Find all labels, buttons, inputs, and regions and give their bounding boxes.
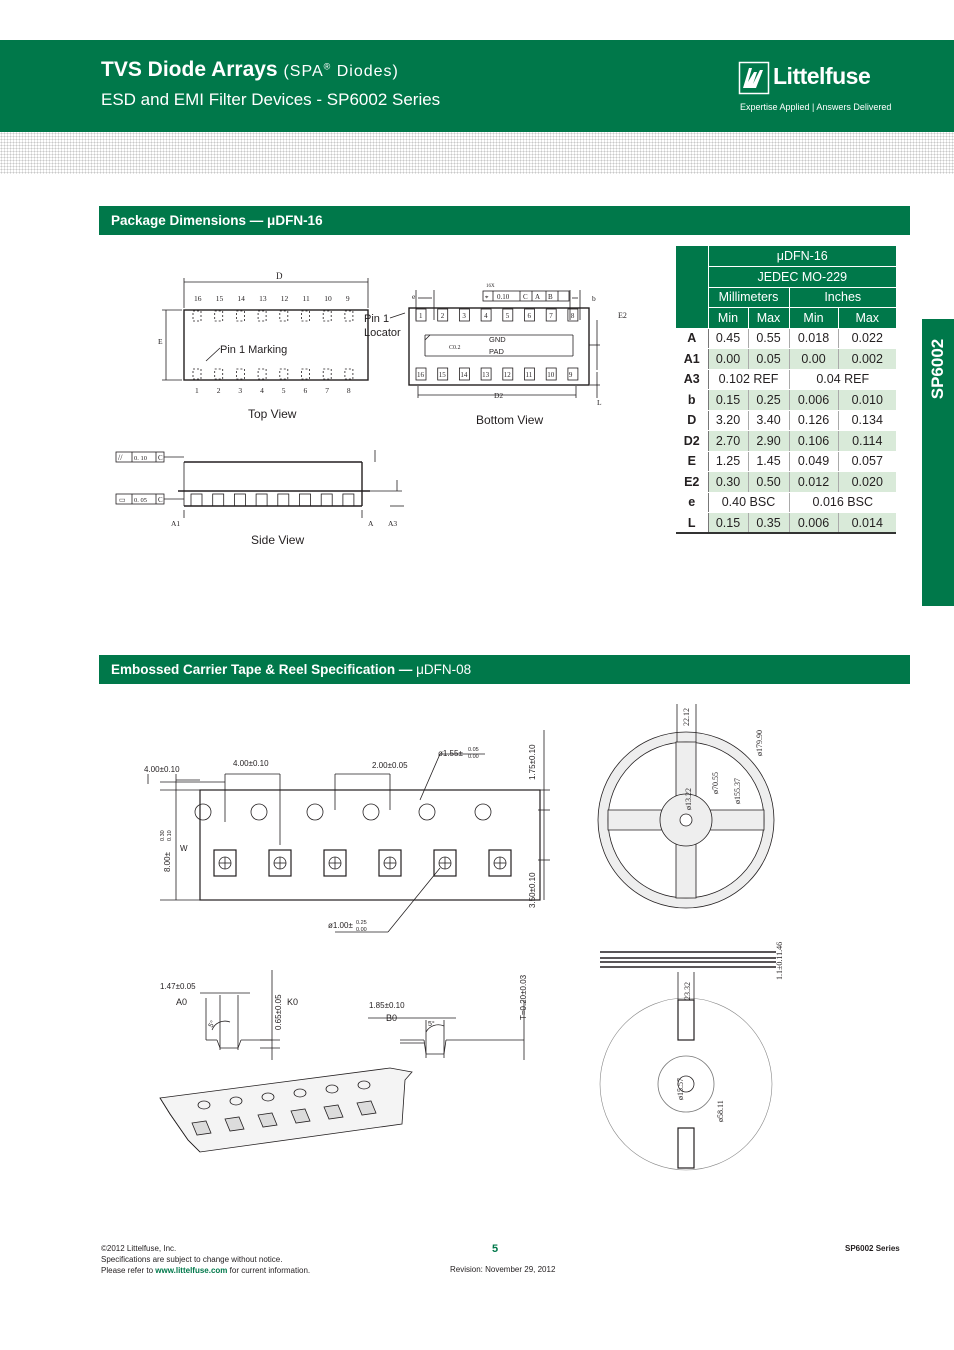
title-sub-suffix: Diodes) [331,63,399,80]
top-pin-number: 6 [303,386,308,395]
reel-outer-dia: ø179.90 [755,730,764,756]
tape-angle-b0: 5° [428,1021,435,1028]
table-row [676,472,896,493]
top-pin-number: 8 [346,386,351,395]
table-cell: 0.018 [789,328,838,349]
tape-e1-label: 1.75±0.10 [528,744,537,780]
table-cell: 0.010 [838,390,896,411]
table-cell: 0.05 [748,349,789,370]
table-cell: 0.15 [708,513,748,534]
reel-slot2-width: 23.32 [683,982,692,1000]
bottom-pin-number: 16 [417,371,424,379]
top-pin-number: 15 [215,294,224,303]
footer-revision: Revision: November 29, 2012 [450,1265,556,1274]
tape-p2-label: 2.00±0.05 [372,761,408,770]
table-cell: 0.00 [708,349,748,370]
col-in-min: Min [789,308,838,329]
top-pad [280,311,288,321]
doc-title [101,58,399,82]
top-pad [193,369,201,379]
top-pad [215,369,223,379]
table-cell: 1.25 [708,451,748,472]
position-icon: ⌖ [485,295,489,301]
side-pad [191,494,202,506]
table-cell: 0.022 [838,328,896,349]
sprocket-hole [363,804,379,820]
tape-d0-tol-lo: 0.00 [468,754,479,760]
top-pad [258,369,266,379]
top-pad [302,369,310,379]
table-cell: 0.006 [789,390,838,411]
tape-b0-label: B0 [386,1013,398,1023]
page-header [0,40,954,132]
table-cell: 0.126 [789,410,838,431]
series-side-tab [922,319,954,606]
table-cell: 0.50 [748,472,789,493]
col-mm-max: Max [748,308,789,329]
dim-a-label: A [368,519,374,528]
top-pad [345,311,353,321]
logo-word: Littelfuse [773,63,871,89]
reel-back-hub: ø58.11 [716,1100,725,1122]
top-pad [236,369,244,379]
table-cell: 0.020 [838,472,896,493]
table-cell: 3.20 [708,410,748,431]
section-title: Package Dimensions — μDFN-16 [111,213,323,228]
table-cell: 2.70 [708,431,748,452]
row-symbol: A1 [676,349,708,370]
footer-website-link[interactable]: www.littelfuse.com [155,1266,228,1275]
bottom-pin-number: 15 [438,371,446,379]
registered-mark: ® [323,61,332,72]
top-pad [236,311,244,321]
table-cell: 0.106 [789,431,838,452]
footer-refer-pre: Please refer to [101,1266,156,1275]
top-pin-number: 7 [325,386,329,395]
dim-e-pitch: e [412,292,416,301]
bottom-pin-number: 8 [570,312,575,320]
bottom-pin-number: 1 [419,312,423,320]
bottom-pin-number: 6 [527,312,531,320]
footer-notice: Specifications are subject to change without notice. [101,1255,283,1264]
reel-inner-dia: ø155.37 [733,778,742,804]
title-main: TVS Diode Arrays [101,58,278,81]
section-title-bold: Embossed Carrier Tape & Reel Specification — [111,662,413,677]
unit-in-header: Inches [789,287,896,308]
table-cell: 3.40 [748,410,789,431]
tape-angle-a0: 5° [207,1019,218,1029]
table-cell: 0.55 [748,328,789,349]
datum-c-side: C [158,454,163,462]
side-pad [321,494,332,506]
bottom-pin-number: 12 [503,371,511,379]
table-cell: 0.012 [789,472,838,493]
side-pad [256,494,267,506]
page-number: 5 [492,1243,499,1255]
footer-left [101,1243,310,1276]
tape-w-value: 8.00± [163,852,172,872]
bottom-view [390,290,600,398]
reel-drawings [590,700,800,1190]
tape-k0-value: 0.65±0.05 [274,994,283,1030]
table-cell: 0.049 [789,451,838,472]
table-cell: 0.102 REF [708,369,789,390]
top-pin-number: 3 [238,386,243,395]
table-row [676,349,896,370]
row-symbol: E2 [676,472,708,493]
tape-a0-label: A0 [176,997,188,1007]
tape-isometric [160,1068,412,1152]
top-pad [302,311,310,321]
footer-refer-post: for current information. [227,1266,311,1275]
tape-d1-label: ø1.00± [328,921,353,930]
a0-detail [200,970,280,1060]
logo-tagline: Expertise Applied | Answers Delivered [740,102,892,112]
table-row [676,492,896,513]
table-cell: 0.016 BSC [789,492,896,513]
dim-e-label: E [158,337,163,346]
row-symbol: A [676,328,708,349]
footer-series: SP6002 Series [845,1244,900,1253]
sprocket-hole [307,804,323,820]
reel-slot-width: 22.12 [682,708,691,726]
littelfuse-logo [739,62,909,114]
bottom-pin-number: 2 [440,312,445,320]
tape-w-tol-hi: 0.30 [160,830,166,841]
tol-bottom: 0.10 [497,293,510,301]
sprocket-hole [475,804,491,820]
dimension-table [676,246,896,534]
tape-f-label: 3.50±0.10 [528,872,537,908]
reel-hub-dia: ø70.55 [711,772,720,794]
gnd-pad-label-2: PAD [489,347,504,356]
table-row [676,410,896,431]
table-row [676,513,896,534]
table-cell: 0.002 [838,349,896,370]
top-pad [258,311,266,321]
table-cell: 1.45 [748,451,789,472]
top-pin-number: 2 [216,386,221,395]
sprocket-hole [251,804,267,820]
footer-copyright: ©2012 Littelfuse, Inc. [101,1244,177,1253]
bottom-pin-number: 5 [505,312,510,320]
top-pad [345,369,353,379]
top-pin-number: 4 [260,386,264,395]
top-pin-number: 13 [259,294,267,303]
tol-flatness: 0. 10 [134,455,147,462]
sprocket-hole [195,804,211,820]
table-row [676,390,896,411]
top-pad [323,311,331,321]
tol-coplanarity: 0. 05 [134,497,147,504]
table-standard-header: JEDEC MO-229 [708,267,896,288]
gnd-pad-label: GND [489,335,506,344]
tape-w-label: W [180,844,188,853]
dim-e2-label: E2 [618,311,627,320]
table-cell: 0.25 [748,390,789,411]
pin1-locator-label-2: Locator [364,327,401,339]
row-symbol: D [676,410,708,431]
footer-refer [101,1265,310,1276]
tape-k0-label: K0 [287,997,299,1007]
side-pad [234,494,245,506]
tape-d1-tol-hi: 0.25 [356,920,367,926]
row-symbol: E [676,451,708,472]
table-cell: 0.45 [708,328,748,349]
table-cell: 0.04 REF [789,369,896,390]
table-row [676,328,896,349]
doc-subtitle: ESD and EMI Filter Devices - SP6002 Series [101,90,441,109]
reel-bore-dia: ø13.22 [684,788,693,810]
bottom-pin-number: 4 [484,312,488,320]
table-row [676,369,896,390]
top-pin-number: 5 [281,386,286,395]
col-mm-min: Min [708,308,748,329]
side-pad [213,494,224,506]
table-cell: 0.014 [838,513,896,534]
bottom-pin-number: 9 [568,371,573,379]
title-sub-prefix: (SPA [283,63,324,80]
tape-w-tol-lo: 0.10 [167,830,173,841]
table-cell: 2.90 [748,431,789,452]
bottom-pin-number: 14 [460,371,468,379]
parallel-icon: // [118,453,123,462]
coplanarity-icon: ▭ [119,496,126,504]
lightning-icon [739,62,769,94]
dim-a1-label: A1 [171,519,181,528]
side-pad [278,494,289,506]
top-pad [280,369,288,379]
top-pin-number: 11 [302,294,310,303]
dim-a3-label: A3 [388,519,398,528]
tape-p1-label: 4.00±0.10 [233,759,269,768]
table-corner [676,246,708,328]
col-in-max: Max [838,308,896,329]
bottom-view-label: Bottom View [476,413,544,427]
table-cell: 0.006 [789,513,838,534]
title-sub [283,63,398,80]
top-pad [193,311,201,321]
tape-t-label: T=0.20±0.03 [519,974,528,1020]
side-tab-label: SP6002 [928,338,947,400]
carrier-tape-drawing [140,700,580,1180]
tape-d0-tol-hi: 0.05 [468,747,479,753]
dim-b-label: b [592,294,596,303]
side-pad [300,494,311,506]
datum-c: C [523,293,528,301]
dim-d2-label: D2 [494,391,504,400]
table-cell: 0.114 [838,431,896,452]
side-view-label: Side View [251,533,305,547]
top-pin-number: 9 [345,294,350,303]
tape-p0-label: 4.00±0.10 [144,765,180,774]
bottom-pin-number: 10 [547,371,555,379]
tape-a0-value: 1.47±0.05 [160,982,196,991]
row-symbol: b [676,390,708,411]
section-package-dimensions [99,206,910,235]
top-pin-number: 1 [195,386,199,395]
tape-b0-value: 1.85±0.10 [369,1001,405,1010]
tape-d0-label: ø1.55± [438,749,463,758]
package-drawings [100,260,627,560]
table-cell: 0.15 [708,390,748,411]
reel-back-bore: ø15.57 [676,1078,685,1100]
tape-d1-tol-lo: 0.00 [356,927,367,933]
table-row [676,431,896,452]
bottom-pin-number: 13 [482,371,490,379]
top-pad [215,311,223,321]
side-pad [343,494,354,506]
bottom-pin-number: 11 [525,371,533,379]
row-symbol: L [676,513,708,534]
section-carrier-tape [99,655,910,684]
top-view-label: Top View [248,407,297,421]
top-pin-number: 14 [237,294,245,303]
datum-c-side-2: C [158,496,163,504]
dot-pattern-band [0,132,954,174]
top-pin-number: 16 [194,294,202,303]
table-package-header: μDFN-16 [708,246,896,267]
row-symbol: e [676,492,708,513]
table-cell: 0.00 [789,349,838,370]
table-cell: 0.35 [748,513,789,534]
dim-l-label: L [597,398,602,407]
datum-a: A [535,293,541,301]
section-title-light: μDFN-08 [412,662,472,677]
top-pin-number: 12 [280,294,289,303]
datum-b: B [548,293,553,301]
unit-mm-header: Millimeters [708,287,789,308]
dim-d-label: D [276,271,283,281]
tol-16x: 16X [486,284,495,289]
sprocket-hole [419,804,435,820]
row-symbol: D2 [676,431,708,452]
table-cell: 0.30 [708,472,748,493]
chamfer-label: C0.2 [449,345,461,351]
table-row [676,451,896,472]
top-pad [323,369,331,379]
table-cell: 0.134 [838,410,896,431]
top-pin-number: 10 [324,294,332,303]
row-symbol: A3 [676,369,708,390]
pin1-marking-label: Pin 1 Marking [220,344,288,356]
table-cell: 0.057 [838,451,896,472]
bottom-pin-number: 3 [462,312,466,320]
pin1-locator-label: Pin 1 [364,313,390,325]
reel-thickness: 1.1±0.11.46 [775,941,784,980]
bottom-pin-number: 7 [549,312,553,320]
table-cell: 0.40 BSC [708,492,789,513]
